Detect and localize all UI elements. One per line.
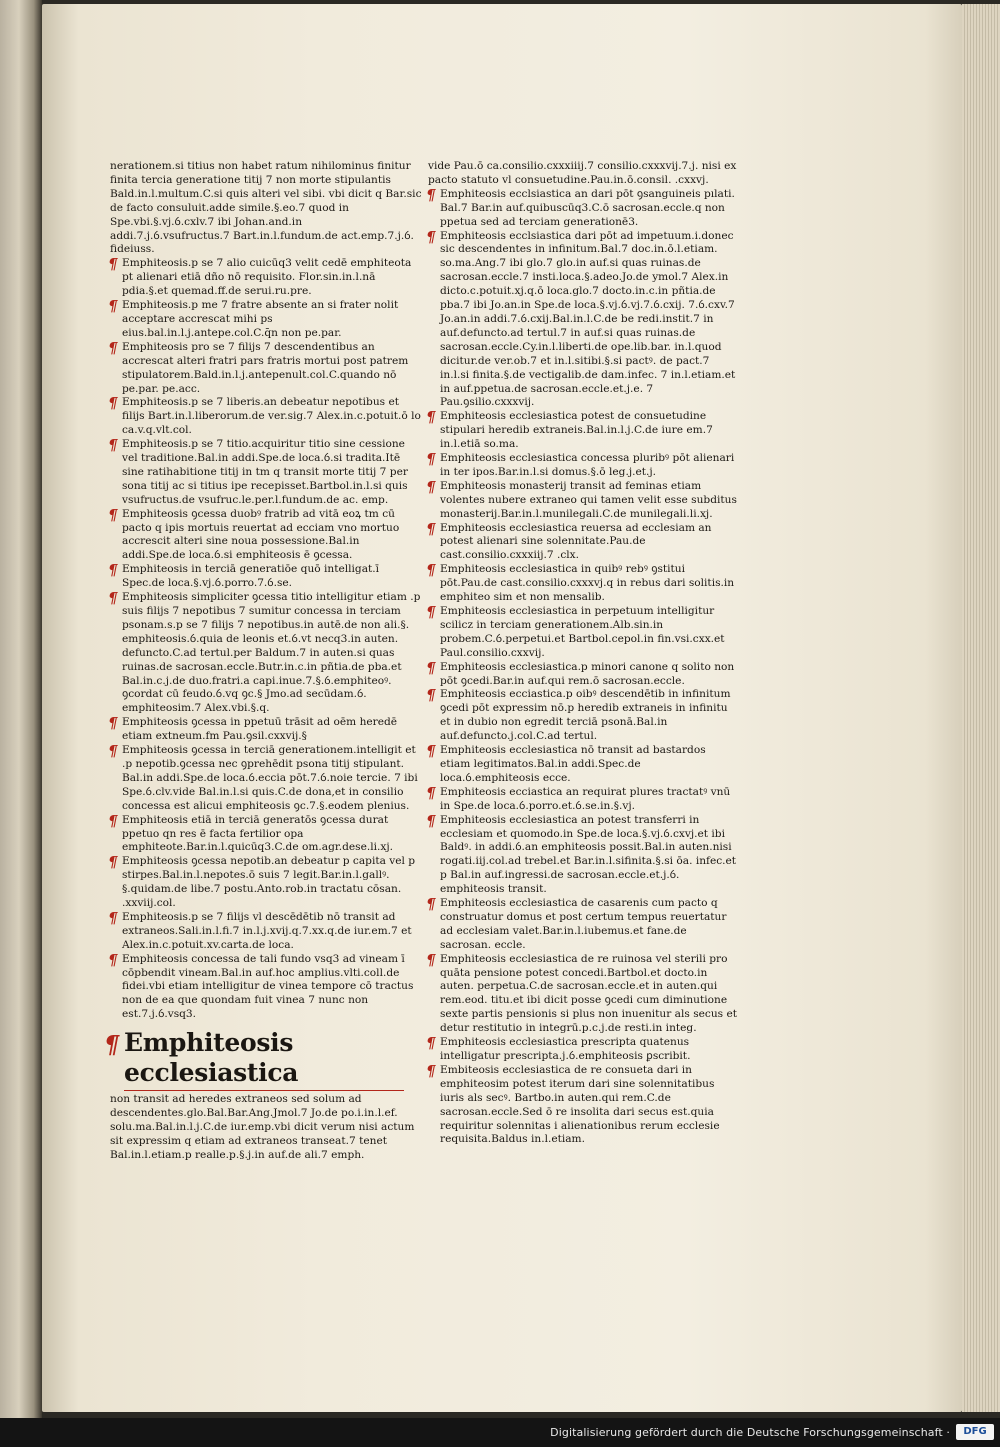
paragraph-mark-icon: ¶ bbox=[108, 561, 118, 580]
paragraph-mark-icon: ¶ bbox=[426, 450, 436, 469]
heading-paragraph: non transit ad heredes extraneos sed solum ad descendentes.glo.Bal.Bar.Ang.Jmol.7 Jo.de po.i.in.l.ef. solu.ma.Bal.in.l.j.C.de iur.emp.vbi dicit verum nisi actum sit expressim q etiam ad extraneos transeat.7 tenet Bal.in.l.etiam.p realle.p.§.j.in auf.de ali.7 emph. bbox=[110, 1093, 415, 1161]
index-entry-text: Emphiteosis ecciastica.p oibꝰ descendētib in infinitum ꝯcedi pōt expressim nō.p heredib extraneis in infinitu et in dubio non egredit terciā psonā.Bal.in auf.defuncto.j.col.C.ad tertul. bbox=[440, 688, 731, 743]
index-entry bbox=[110, 716, 422, 744]
index-entry bbox=[110, 299, 422, 341]
index-entry bbox=[428, 688, 738, 744]
footer-bar bbox=[0, 1418, 1000, 1447]
index-entry-text: Emphiteosis pro se 7 filijs 7 descendentibus an accrescat alteri fratri pars fratris mortui post patrem stipulatorem.Bald.in.l.j.antepenult.col.C.quando nō pe.par. pe.acc. bbox=[122, 340, 409, 395]
index-entry bbox=[110, 257, 422, 299]
index-entry-text: Emphiteosis.p se 7 alio cuicūq3 velit cedē emphiteota pt alienari etiā dño nō requisito. Flor.sin.in.l.nā pdia.§.et quemad.ff.de serui.ru.pre. bbox=[122, 257, 412, 298]
left-text-column bbox=[104, 160, 422, 1163]
index-entry-text: Emphiteosis ꝯcessa duobꝰ fratrib ad vitā eoꝝ tm cū pacto q ipis mortuis reuertat ad ecciam vno mortuo accrescit alteri sine noua possessione.Bal.in addi.Spe.de loca.ỽ.si emphiteosis ē ꝯcessa. bbox=[122, 507, 400, 562]
index-entry-text: Emphiteosis concessa de tali fundo vsq3 ad vineam ī cōpbendit vineam.Bal.in auf.hoc amplius.vlti.coll.de fidei.vbi etiam intelligitur de vinea tempore cō tractus non de ea que quondam fuit vinea 7 nunc non est.7.j.ỽ.vsq3. bbox=[122, 952, 414, 1021]
index-entry-text: Emphiteosis ecclesiastica in quibꝰ rebꝰ ꝯstitui pōt.Pau.de cast.consilio.cxxxvj.q in rebus dari solitis.in emphiteo sim et non mensalib. bbox=[440, 563, 735, 604]
facing-page-edge bbox=[0, 0, 42, 1418]
index-entry-text: Emphiteosis in terciā generatiōe quō intelligat.ī Spec.de loca.§.vj.ỽ.porro.7.ỽ.se. bbox=[122, 563, 380, 590]
index-entry-text: Emphiteosis ꝯcessa nepotib.an debeatur p capita vel p stirpes.Bal.in.l.nepotes.ō suis 7 legit.Bar.in.l.gallꝰ. §.quidam.de libe.7 postu.Anto.rob.in tractatu cōsan. .xxviij.col. bbox=[122, 855, 416, 910]
index-entry bbox=[426, 477, 738, 522]
index-entry bbox=[428, 563, 738, 605]
index-entry bbox=[108, 908, 422, 953]
index-entry bbox=[110, 396, 422, 438]
index-entry-text: Emphiteosis ꝯcessa in terciā generationem.intelligit et .p nepotib.ꝯcessa nec ꝯprehēdit psona titij stipulant. Bal.in addi.Spe.de loca.ỽ.eccia pōt.7.ỽ.noie tercie. 7 ibi Spe.ỽ.clv.vide Bal.in.l.si quis.C.de dona,et in consilio concessa est alicui emphiteosis ꝯc.7.§.eodem plenius. bbox=[122, 744, 418, 812]
index-entry-text: Emphiteosis ecclesiastica potest de consuetudine stipulari heredib extraneis.Bal.in.l.j.C.de iure em.7 in.l.etiā so.ma. bbox=[440, 410, 713, 451]
heading-underline bbox=[124, 1090, 404, 1091]
index-entry-text: Emphiteosis ecclesiastica de re ruinosa vel sterili pro quāta pensione potest concedi.Bartbol.et docto.in auten. perpetua.C.de sacrosan.eccle.et in auten.qui rem.eod. titu.et ibi dicit posse ꝯcedi cum diminutione sexte partis pensionis si plus non inuenitur als secus et detur restitutio in integrū.p.c.j.de resti.in integ. bbox=[440, 952, 737, 1035]
paragraph-mark-icon: ¶ bbox=[108, 811, 118, 830]
page-fore-edge bbox=[962, 4, 1000, 1412]
index-entry-text: Emphiteosis ecclesiastica in perpetuum intelligitur scilicz in terciam generationem.Alb.sin.in probem.C.ỽ.perpetui.et Bartbol.cepol.in fin.vsi.cxx.et Paul.consilio.cxxvij. bbox=[440, 605, 725, 659]
paragraph-mark-icon: ¶ bbox=[426, 561, 436, 580]
index-entry bbox=[426, 1061, 738, 1147]
paragraph-mark-icon: ¶ bbox=[426, 477, 436, 496]
paragraph-mark-icon: ¶ bbox=[426, 227, 436, 246]
index-entry bbox=[426, 227, 738, 411]
paragraph-mark-icon: ¶ bbox=[426, 1061, 436, 1080]
paragraph-mark-icon: ¶ bbox=[108, 505, 118, 524]
index-entry bbox=[426, 811, 738, 897]
index-entry-text: Embiteosis ecclesiastica de re consueta dari in emphiteosim potest iterum dari sine solennitatibus iuris als secꝰ. Bartbo.in auten.qui rem.C.de sacrosan.eccle.Sed ō re insolita dari secus est.quia requiritur solennitas i alienationibus rerum ecclesie requisita.Baldus in.l.etiam. bbox=[440, 1063, 720, 1146]
index-entry bbox=[108, 505, 422, 564]
paragraph-mark-icon: ¶ bbox=[108, 297, 118, 316]
index-entry-text: Emphiteosis ecclesiastica prescripta quatenus intelligatur prescripta.j.ỽ.emphiteosis ꝑscribit. bbox=[440, 1036, 691, 1062]
paragraph-mark-icon: ¶ bbox=[108, 394, 118, 413]
index-entry-text: Emphiteosis monasterij transit ad feminas etiam volentes nubere extraneo qui tamen velit esse subditus monasterij.Bar.in.l.munilegali.C.de munilegali.li.xj. bbox=[440, 479, 737, 520]
dfg-logo-icon: DFG bbox=[956, 1424, 994, 1440]
index-entry-text: Emphiteosis.p me 7 fratre absente an si frater nolit acceptare accrescat mihi ps eius.bal.in.l.j.antepe.col.C.q̄n non pe.par. bbox=[122, 299, 399, 339]
index-entry bbox=[426, 185, 738, 230]
index-entry-text: Emphiteosis etiā in terciā generatōs ꝯcessa durat ppetuo qn res ē facta fertilior opa emphiteote.Bar.in.l.quicūq3.C.de om.agr.dese.li.xj. bbox=[122, 813, 394, 854]
index-entry-text: Emphiteosis ecclsiastica an dari pōt ꝯsanguineis pılati. Bal.7 Bar.in auf.quibuscūq3.C.ō sacrosan.eccle.q non ppetua sed ad terciam generationē3. bbox=[440, 187, 735, 228]
paragraph-mark-icon: ¶ bbox=[426, 686, 436, 705]
index-entry bbox=[110, 160, 422, 257]
paragraph-mark-icon: ¶ bbox=[426, 1034, 436, 1053]
index-entry-text: Emphiteosis ecclesiastica an potest transferri in ecclesiam et quomodo.in Spe.de loca.§.vj.ỽ.cxvj.et ibi Baldꝰ. in addi.ỽ.an emphiteosis possit.Bal.in auten.nisi rogati.iij.col.ad trebel.et Bar.in.l.sifinita.§.si ōa. infec.et p Bal.in auf.ingressi.de sacrosan.eccle.et.j.ỽ. emphiteosis transit. bbox=[440, 813, 737, 896]
paragraph-mark-icon: ¶ bbox=[104, 1030, 119, 1060]
paragraph-mark-icon: ¶ bbox=[108, 950, 118, 969]
funding-credit: Digitalisierung gefördert durch die Deutsche Forschungsgemeinschaft · bbox=[550, 1426, 950, 1439]
paragraph-mark-icon: ¶ bbox=[426, 742, 436, 761]
paragraph-mark-icon: ¶ bbox=[426, 658, 436, 677]
index-entry-text: Emphiteosis.p se 7 liberis.an debeatur nepotibus et filijs Bart.in.l.liberorum.de ver.sig.7 Alex.in.c.potuit.ō lo ca.v.q.vlt.col. bbox=[122, 396, 421, 437]
index-entry bbox=[426, 658, 738, 689]
index-entry-text: Emphiteosis.p se 7 filijs vl descēdētib nō transit ad extraneos.Sali.in.l.fi.7 in.l.j.xvij.q.7.xx.q.de iur.em.7 et Alex.in.c.potuit.xv.carta.de loca. bbox=[122, 910, 412, 951]
index-entry-text: Emphiteosis simpliciter ꝯcessa titio intelligitur etiam .p suis filijs 7 nepotibus 7 sumitur concessa in terciam psonam.s.p se 7 filijs 7 nepotibus.in autē.de non ali.§. emphiteosis.ỽ.quia de leonis et.ỽ.vt necq3.in auten. defuncto.C.ad tertul.per Baldum.7 in auten.si quas ruinas.de sacrosan.eccle.Butr.in.c.in pñtia.de pba.et Bal.in.c.j.de duo.fratri.a capi.inue.7.§.ỽ.emphiteoꝰ. ꝯcordat cū feudo.ỽ.vq ꝯc.§ Jmo.ad secūdam.ỽ. emphiteosim.7 Alex.vbi.§.q. bbox=[122, 591, 421, 715]
index-entry bbox=[108, 338, 422, 397]
index-entry-text: Emphiteosis ecclesiastica concessa pluribꝰ pōt alienari in ter ipos.Bar.in.l.si domus.§.ō leg.j.et.j. bbox=[440, 452, 735, 478]
index-entry bbox=[110, 744, 422, 814]
index-entry-text: Emphiteosis ecclesiastica reuersa ad ecclesiam an potest alienari sine solennitate.Pau.de cast.consilio.cxxxiij.7 .clx. bbox=[440, 521, 712, 562]
section-heading-text: Emphiteosis ecclesiastica bbox=[124, 1028, 299, 1088]
paragraph-mark-icon: ¶ bbox=[426, 895, 436, 914]
index-entry-text: Emphiteosis ecclesiastica de casarenis cum pacto q construatur domus et post certum tempus reuertatur ad ecclesiam valet.Bar.in.l.iubemus.et fane.de sacrosan. eccle. bbox=[440, 897, 727, 951]
index-entry-text: Emphiteosis ecclsiastica dari pōt ad impetuum.i.donec sic descendentes in infinitum.Bal.7 doc.in.ō.l.etiam. so.ma.Ang.7 ibi glo.7 glo.in auf.si quas ruinas.de sacrosan.eccle.7 insti.loca.§.adeo.Jo.de ymol.7 Alex.in dicto.c.potuit.xj.q.ō loca.glo.7 docto.in.c.in pñtia.de pba.7 ibi Jo.an.in Spe.de loca.§.vj.ỽ.vj.7.ỽ.cxij. 7.ỽ.cxv.7 Jo.an.in addi.7.ỽ.cxij.Bal.in.l.C.de be redi.instit.7 in auf.defuncto.ad tertul.7 in auf.si quas ruinas.de sacrosan.eccle.Cy.in.l.liberti.de ope.lib.bar. in.l.quod dicitur.de ver.ob.7 et in.l.sitibi.§.si pactꝰ. de pact.7 in.l.si finita.§.de vectigalib.de dam.infec. 7 in.l.etiam.et in auf.ppetua.de sacrosan.eccle.et.j.e. 7 Pau.ꝯsilio.cxxxvij. bbox=[440, 229, 736, 409]
index-entry-text: Emphiteosis ꝯcessa in ppetuū trāsit ad oēm heredē etiam extneum.fm Pau.ꝯsil.cxxvij.§ bbox=[122, 716, 398, 743]
index-entry-text: Emphiteosis ecclesiastica nō transit ad bastardos etiam legitimatos.Bal.in addi.Spec.de loca.ỽ.emphiteosis ecce. bbox=[440, 744, 706, 784]
paragraph-mark-icon: ¶ bbox=[426, 811, 436, 830]
paragraph-mark-icon: ¶ bbox=[108, 436, 118, 455]
index-entry bbox=[108, 811, 422, 856]
paragraph-mark-icon: ¶ bbox=[108, 853, 118, 872]
paragraph-mark-icon: ¶ bbox=[108, 714, 118, 733]
index-entry-text: Emphiteosis.p se 7 titio.acquiritur titio sine cessione vel traditione.Bal.in addi.Spe.de loca.ỽ.si tradita.Itē sine ratihabitione titij in tm q transit morte titij 7 per sona titij ac si titius ipe recepisset.Bartbol.in.l.si quis vsufructus.de vsufruc.le.per.l.fundum.de ac. emp. bbox=[122, 438, 408, 506]
paragraph-mark-icon: ¶ bbox=[108, 255, 118, 274]
index-entry-text: vide Pau.ō ca.consilio.cxxxiiij.7 consilio.cxxxvij.7.j. nisi ex pacto statuto vl consuetudine.Pau.in.ō.consil. .cxxvj. bbox=[428, 160, 737, 186]
paragraph-mark-icon: ¶ bbox=[426, 950, 436, 969]
paragraph-mark-icon: ¶ bbox=[108, 908, 118, 927]
index-entry bbox=[428, 160, 738, 188]
index-entry bbox=[108, 950, 422, 1023]
paragraph-mark-icon: ¶ bbox=[108, 589, 118, 608]
paragraph-mark-icon: ¶ bbox=[108, 742, 118, 761]
index-entry bbox=[110, 591, 422, 716]
section-heading bbox=[104, 1028, 422, 1088]
index-entry bbox=[428, 410, 738, 452]
paragraph-mark-icon: ¶ bbox=[426, 408, 436, 427]
paragraph-mark-icon: ¶ bbox=[426, 519, 436, 538]
index-entry bbox=[428, 897, 738, 953]
paragraph-mark-icon: ¶ bbox=[108, 338, 118, 357]
index-entry bbox=[428, 605, 738, 661]
paragraph-mark-icon: ¶ bbox=[426, 603, 436, 621]
index-entry-text: Emphiteosis ecciastica an requirat plures tractatꝰ vnū in Spe.de loca.ỽ.porro.et.ỽ.se.in.§.vj. bbox=[440, 785, 731, 812]
index-entry bbox=[110, 563, 422, 591]
index-entry bbox=[426, 783, 738, 814]
index-entry bbox=[110, 855, 422, 911]
paragraph-mark-icon: ¶ bbox=[426, 185, 436, 204]
index-entry bbox=[428, 1036, 738, 1064]
index-entry bbox=[428, 744, 738, 786]
right-text-column bbox=[428, 160, 738, 1147]
index-entry-text: nerationem.si titius non habet ratum nihilominus finitur finita tercia generatione titij 7 non morte stipulantis Bald.in.l.multum.C.si quis alteri vel sibi. vbi dicit q Bar.sic de facto consuluit.adde simile.§.eo.7 quod in Spe.vbi.§.vj.ỽ.cxlv.7 ibi Johan.and.in addi.7.j.ỽ.vsufructus.7 Bart.in.l.fundum.de act.emp.7.j.ỽ. fideiuss. bbox=[110, 160, 422, 256]
index-entry bbox=[426, 519, 738, 564]
paragraph-mark-icon: ¶ bbox=[426, 783, 436, 802]
index-entry bbox=[110, 438, 422, 508]
index-entry bbox=[428, 452, 738, 480]
index-entry bbox=[426, 950, 738, 1036]
index-entry-text: Emphiteosis ecclesiastica.p minori canone q solito non pōt ꝯcedi.Bar.in auf.qui rem.ō sacrosan.eccle. bbox=[440, 660, 735, 687]
